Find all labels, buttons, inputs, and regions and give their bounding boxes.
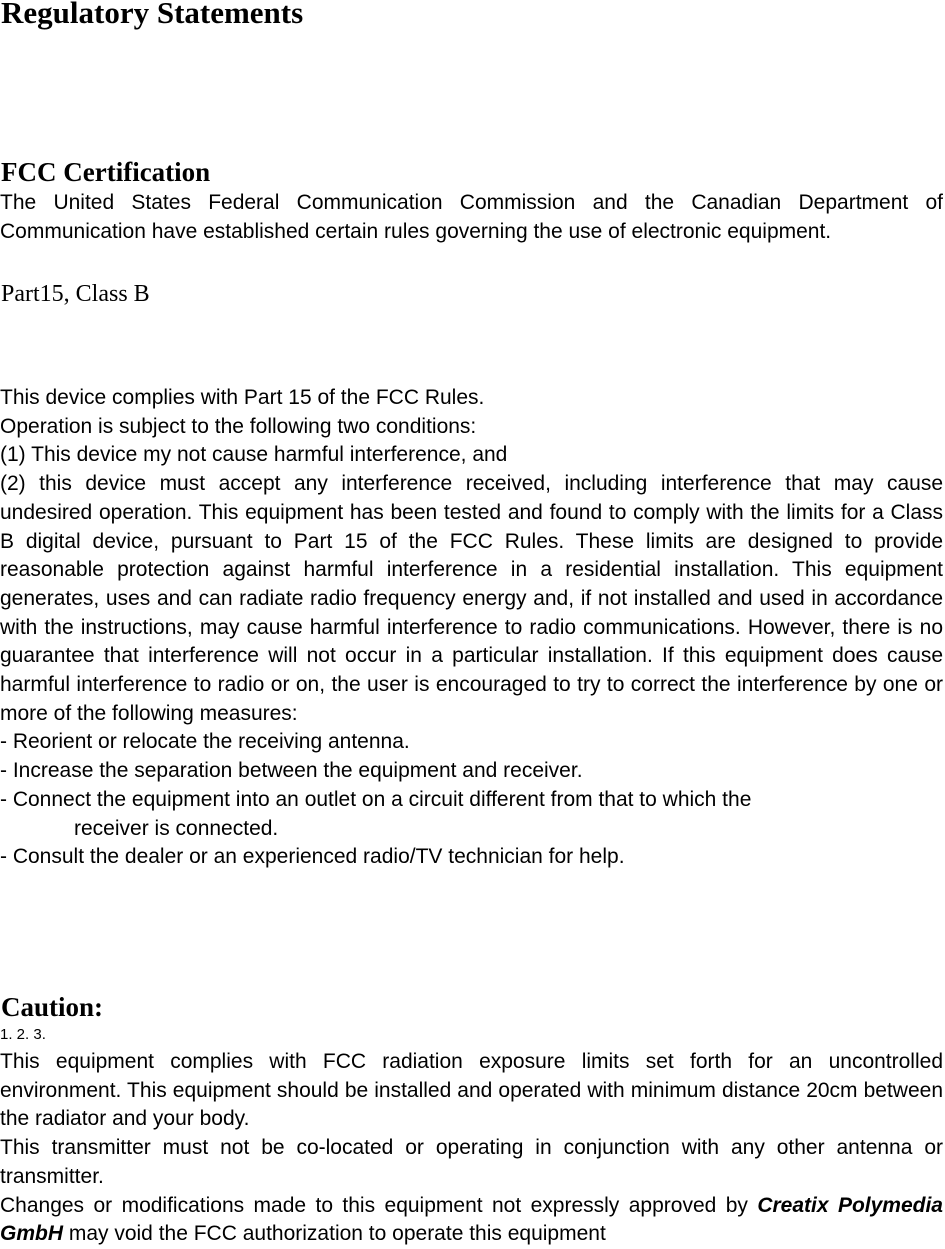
caution-paragraph-2: This transmitter must not be co-located or operating in conjunction with any other antenna or transmitter. xyxy=(0,1136,943,1188)
measure-item-continuation: receiver is connected. xyxy=(74,816,279,840)
measure-item: - Consult the dealer or an experienced radio/TV technician for help. xyxy=(0,845,625,869)
caution-paragraph-1: This equipment complies with FCC radiation exposure limits set forth for an uncontrolled environment. This equipment should be installed and operated with minimum distance 20cm between the radiator and your body. xyxy=(0,1050,943,1131)
compliance-line-2: Operation is subject to the following two conditions: xyxy=(0,414,477,438)
caution-heading: Caution: xyxy=(1,992,104,1022)
caution-body xyxy=(0,1048,943,1249)
compliance-paragraph: (2) this device must accept any interference received, including interference that may cause undesired operation. This equipment has been tested and found to comply with the limits for a Class B digital device, pursuant to Part 15 of the FCC Rules. These limits are designed to provide reasonable protection against harmful interference in a residential installation. This equipment generates, uses and can radiate radio frequency energy and, if not installed and used in accordance with the instructions, may cause harmful interference to radio communications. However, there is no guarantee that interference will not occur in a particular installation. If this equipment does cause harmful interference to radio or on, the user is encouraged to try to correct the interference by one or more of the following measures: xyxy=(0,472,943,725)
caution-paragraph-3-end: may void the FCC authorization to operate this equipment xyxy=(63,1222,606,1246)
measure-item: - Increase the separation between the equipment and receiver. xyxy=(0,759,583,783)
part-class-label: Part15, Class B xyxy=(1,281,150,307)
fcc-intro-paragraph: The United States Federal Communication Commission and the Canadian Department of Communication have established certain rules governing the use of electronic equipment. xyxy=(0,191,943,243)
compliance-section xyxy=(0,384,943,872)
caution-paragraph-3 xyxy=(0,1192,943,1249)
compliance-line-1: This device complies with Part 15 of the FCC Rules. xyxy=(0,386,485,409)
fcc-certification-heading: FCC Certification xyxy=(1,157,211,187)
measure-item: - Reorient or relocate the receiving antenna. xyxy=(0,730,410,754)
measure-item: - Connect the equipment into an outlet on a circuit different from that to which the xyxy=(0,787,752,811)
caution-paragraph-3-start: Changes or modifications made to this equipment not expressly approved by xyxy=(0,1193,758,1217)
page-title: Regulatory Statements xyxy=(1,0,304,30)
caution-numbering: 1. 2. 3. xyxy=(0,1026,46,1043)
compliance-line-3: (1) This device my not cause harmful interference, and xyxy=(0,443,508,467)
manufacturer-name: Creatix Polymedia GmbH xyxy=(0,1193,943,1246)
